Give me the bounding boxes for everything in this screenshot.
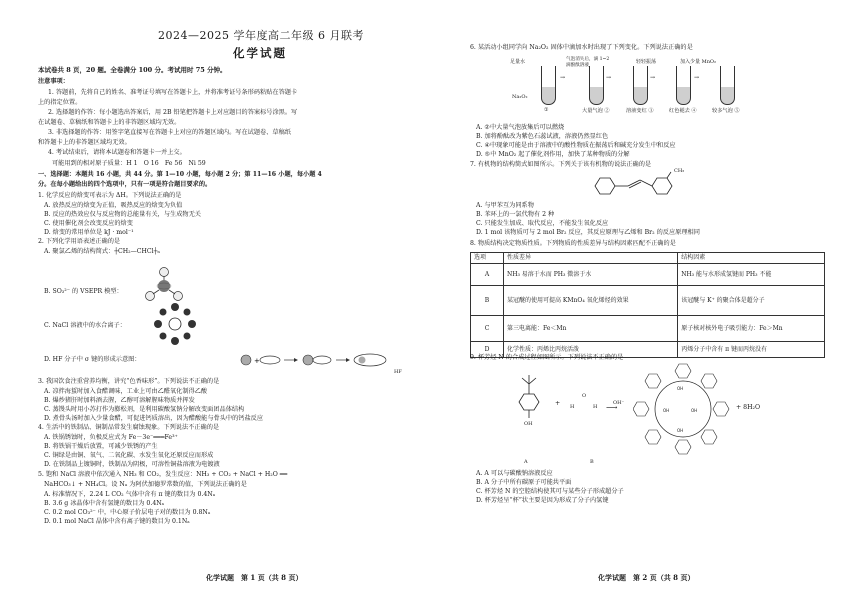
property-table — [470, 252, 825, 358]
page-footer: 化学试题 第 1 页（共 8 页） — [206, 573, 303, 582]
reagent-label: Na₂O₂ — [512, 94, 528, 100]
option-line: D. 杯芳烃呈“杯”状主要是因为形成了分子内氢键 — [476, 497, 609, 504]
option-line: B. 苯环上的一氯代物有 2 种 — [476, 211, 555, 218]
question-line: 1. 化学反应的焓变可表示为 ΔH。下列说法正确的是 — [38, 192, 182, 199]
option-line: A. 铁锅锈蚀时，负极反应式为 Fe－3e⁻═══Fe³⁺ — [44, 434, 178, 441]
section-heading: 分。在每小题给出的四个选项中，只有一项是符合题目要求的。 — [38, 181, 212, 188]
option-line: A. ②中大量气泡放集后可以燃烧 — [476, 124, 565, 131]
option-line: B. A 分子中所有碳原子可能共平面 — [476, 479, 572, 486]
svg-text:+: + — [254, 357, 260, 365]
svg-text:OH: OH — [677, 386, 684, 391]
table-cell: 某冠醚的使用可提高 KMnO₄ 氧化烯烃的效果 — [504, 286, 678, 316]
compound-label-b: B — [590, 459, 594, 465]
table-header: 选项 — [471, 253, 504, 264]
note-line: 上的指定位置。 — [38, 99, 82, 106]
step-label: 轻轻振荡 — [636, 59, 657, 65]
option-line: D. 在铁制品上镀铜时，铁制品为阴极，可溶性铜盐溶液为电镀液 — [44, 461, 220, 468]
table-cell: 丙烯分子中含有 π 键而丙烷没有 — [678, 342, 825, 358]
table-row — [471, 316, 825, 342]
note-line: 4. 考试结束后，请将本试题卷和答题卡一并上交。 — [48, 149, 186, 156]
plus-label: + — [555, 400, 561, 407]
option-line: B. 将铁锅干燥后放置，可减少铁锈的产生 — [44, 443, 158, 450]
arrow-icon: → — [694, 74, 700, 81]
note-line: 和答题卡上的非答题区域均无效。 — [38, 139, 131, 146]
test-tube — [541, 66, 556, 105]
table-cell: 第三电离能：Fe＜Mn — [504, 316, 678, 342]
tube-label: ① — [544, 107, 549, 113]
option-line: A. 标准情况下，2.24 L CO₂ 气体中含有 π 键的数目为 0.4Nₐ — [44, 491, 216, 498]
tube-label: 较多气泡 ⑤ — [712, 108, 740, 114]
compound-label-a: A — [524, 459, 528, 465]
table-cell: 化学性质：丙烯比丙烷活泼 — [504, 342, 678, 358]
subject-title: 化学试题 — [233, 46, 287, 60]
option-line: A. 与甲苯互为同系物 — [476, 202, 534, 209]
option-line: C. NaCl 溶液中的水合离子： — [44, 322, 126, 329]
tube-label: 溶液变红 ③ — [626, 108, 654, 114]
option-line: C. ④中现象可能是由于溶液中的酸性物质在振荡后和碱充分发生中和反应 — [476, 142, 676, 149]
step-label: 足量水 — [510, 59, 526, 65]
question-line: 7. 有机物的结构简式如图所示。下列关于该有机物的说法正确的是 — [470, 161, 652, 168]
arrow-icon: ⟶ — [606, 403, 618, 412]
hf-sigma-bond-figure — [238, 350, 408, 370]
option-line: C. 杯芳烃 N 的空腔结构使其可与某些分子形成超分子 — [476, 488, 624, 495]
option-line: D. 1 mol 该物质可与 2 mol Br₂ 反应，其反应原理与乙烯和 Br₂ 的反应原理相同 — [476, 229, 700, 236]
question-line: 3. 我国饮食注重营养均衡，讲究“色香味形”。下列说法不正确的是 — [38, 378, 220, 385]
hydrated-ion-figure — [150, 300, 200, 348]
catalyst-label: OH⁻ — [613, 400, 625, 406]
water-product-label: + 8H₂O — [736, 404, 761, 411]
option-line: C. 铜绿是由铜、氧气、二氧化碳、水发生氧化还原反应而形成 — [44, 452, 214, 459]
step-label: 气泡消失后，滴 1~2 滴酚酞溶液 — [566, 57, 610, 68]
svg-text:OH: OH — [663, 408, 670, 413]
substituent-label: CH₃ — [674, 168, 685, 174]
left-page — [38, 0, 448, 596]
question-line: 4. 生活中的铁制品、铜制品常发生腐蚀现象。下列说法不正确的是 — [38, 424, 220, 431]
table-header: 结构因素 — [678, 253, 825, 264]
arrow-icon: → — [560, 74, 566, 81]
option-line: B. 反应的热效应仅与反应物的总能量有关，与生成物无关 — [44, 211, 201, 218]
table-cell: B — [471, 286, 504, 316]
svg-text:OH: OH — [691, 408, 698, 413]
option-line: A. 聚氯乙烯的结构简式：┼CH₂—CHCl┼ₙ — [44, 248, 161, 255]
question-line: 2. 下列化学用语表述正确的是 — [38, 238, 121, 245]
test-tube — [676, 66, 691, 105]
arrow-icon: → — [650, 74, 656, 81]
right-page — [448, 0, 828, 596]
section-heading: 一、选择题：本题共 16 小题，共 44 分。第 1—10 小题，每小题 2 分；第 11—16 小题，每小题 4 — [38, 171, 322, 178]
note-line: 2. 选择题的作答：每小题选出答案后，用 2B 铅笔把答题卡上对应题目的答案标号涂黑。写 — [48, 109, 298, 116]
table-cell: NH₃ 能与水形成氢键而 PH₃ 不能 — [678, 264, 825, 286]
option-line: B. SO₃²⁻ 的 VSEPR 模型： — [44, 288, 123, 295]
table-row — [471, 286, 825, 316]
option-line: D. 焓变的常用单位是 kJ · mol⁻¹ — [44, 229, 134, 236]
question-line: 9. 杯芳烃 N 的合成过程如图所示。下列说法不正确的是 — [470, 354, 624, 361]
option-line: D. ⑤中 MnO₂ 起了催化剂作用，加快了某种物质的分解 — [476, 151, 630, 158]
option-line: A. 放热反应的焓变为正值，吸热反应的焓变为负值 — [44, 202, 183, 209]
option-line: B. 3.6 g 冰晶体中含有氢键的数目为 0.4Nₐ — [44, 500, 165, 507]
oh-label: OH — [524, 421, 533, 427]
note-line: 1. 答题前，先将自己的姓名、准考证号填写在答题卡上，并将准考证号条形码粘贴在答题卡 — [48, 89, 298, 96]
option-line: D. 煮骨头汤时加入少量食醋，可促进钙质溶出，因为醋酸能与骨头中的钙盐反应 — [44, 415, 264, 422]
calixarene-n-figure — [633, 360, 733, 458]
option-line: D. 0.1 mol NaCl 晶体中含有离子键的数目为 0.1Nₐ — [44, 518, 190, 525]
arrow-icon: → — [606, 74, 612, 81]
option-line: C. 使用催化剂会改变反应的焓变 — [44, 220, 133, 227]
option-line: C. 只能发生加成、取代反应，不能发生氧化反应 — [476, 220, 609, 227]
option-line: C. 蒸馒头时用小苏打作为膨松剂，是利用碳酸氢钠分解改变面团品体结构 — [44, 406, 245, 413]
table-cell: A — [471, 264, 504, 286]
option-line: B. 爆炒猪肝时加料酒去腥，乙醇可溶解腥味物质并挥发 — [44, 397, 195, 404]
question-line: NaHCO₃↓ + NH₄Cl。设 Nₐ 为阿伏加德罗常数的值，下列说法正确的是 — [44, 481, 247, 488]
question-line: 8. 物质结构决定物质性质。下列物质的性质差异与结构因素匹配不正确的是 — [470, 240, 676, 247]
table-cell: NH₃ 易溶于水而 PH₃ 微溶于水 — [504, 264, 678, 286]
formaldehyde-h: H — [593, 404, 598, 410]
option-line: C. 0.2 mol CO₃²⁻ 中，中心原子价层电子对的数目为 0.8Nₐ — [44, 509, 211, 516]
test-tube — [720, 66, 735, 105]
option-line: D. HF 分子中 σ 键的形成示意图： — [44, 356, 141, 363]
question-line: 5. 饱和 NaCl 溶液中依次通入 NH₃ 和 CO₂，发生反应：NH₃ + CO₂ + NaCl + H₂O ══ — [38, 471, 288, 478]
formaldehyde-h: H — [570, 404, 575, 410]
table-cell: 原子核对核外电子吸引能力：Fe＞Mn — [678, 316, 825, 342]
table-cell: 该冠醚与 K⁺ 的聚合体是超分子 — [678, 286, 825, 316]
step-label: 加入少量 MnO₂ — [680, 59, 717, 65]
table-row — [471, 264, 825, 286]
hf-label: HF — [394, 369, 402, 375]
notes-heading: 注意事项： — [38, 78, 69, 85]
option-line: A. 凉拌海蜇时加入食醋调味，工业上可由乙醛氧化制得乙酸 — [44, 388, 208, 395]
test-tube — [589, 66, 604, 105]
formaldehyde-o: O — [582, 393, 587, 399]
option-line: B. 加将酚酞改为紫色石蕊试液，溶液仍然显红色 — [476, 133, 609, 140]
tube-label: 大量气泡 ② — [582, 108, 610, 114]
note-line: 3. 非选择题的作答：用签字笔直接写在答题卡上对应的答题区域内。写在试题卷、草稿纸 — [48, 129, 291, 136]
svg-text:OH: OH — [677, 428, 684, 433]
exam-info: 本试卷共 8 页，20 题。全卷满分 100 分。考试用时 75 分钟。 — [38, 66, 227, 74]
table-header: 性质差异 — [504, 253, 678, 264]
atomic-mass-line: 可能用到的相对原子质量：H 1 O 16 Fe 56 Ni 59 — [52, 160, 206, 167]
tube-label: 红色褪去 ④ — [669, 108, 697, 114]
option-line: A. A 可以与碳酸钠溶液反应 — [476, 470, 553, 477]
exam-title: 2024—2025 学年度高二年级 6 月联考 — [158, 29, 364, 42]
table-cell: C — [471, 316, 504, 342]
note-line: 在试题卷、草稿纸和答题卡上的非答题区域均无效。 — [38, 119, 181, 126]
table-cell: D — [471, 342, 504, 358]
question-line: 6. 某活动小组同学向 Na₂O₂ 固体中滴加水时出现了下列变化。下列说法正确的是 — [470, 44, 693, 51]
page-footer: 化学试题 第 2 页（共 8 页） — [598, 573, 695, 582]
test-tube — [633, 66, 648, 105]
